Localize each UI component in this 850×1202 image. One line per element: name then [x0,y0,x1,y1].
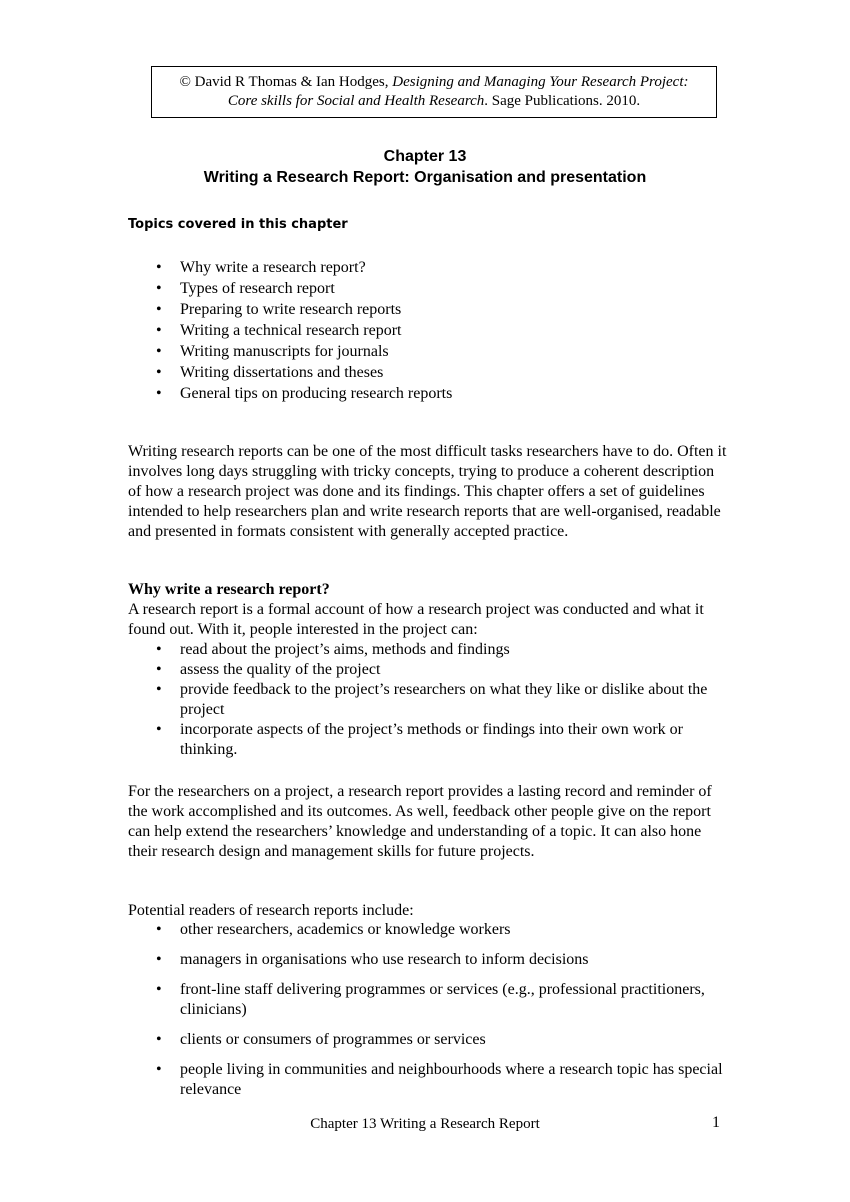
citation-book-title-line2: Core skills for Social and Health Research [227,93,485,109]
why-list [128,640,728,760]
chapter-number: Chapter 13 [383,148,467,165]
readers-lead: Potential readers of research reports include: [128,902,414,919]
footer-running-title: Chapter 13 Writing a Research Report [310,1116,540,1132]
topics-list [128,257,728,404]
researchers-paragraph: For the researchers on a project, a research report provides a lasting record and reminder of the work accomplished and its outcomes. As well, feedback other people give on the report can help extend the researchers’ knowledge and understanding of a topic. It can also hone their research design and management skills for future projects. [128,783,712,860]
citation-book-title-line1: Designing and Managing Your Research Project: [392,74,689,90]
citation-publisher: . Sage Publications. 2010. [484,93,641,109]
why-lead: A research report is a formal account of how a research project was conducted and what it found out. With it, people interested in the project can: [128,601,704,638]
list-item: • people living in communities and neighbourhoods where a research topic has special relevance [128,1060,728,1100]
citation-box [151,66,717,118]
chapter-title: Writing a Research Report: Organisation and presentation [203,169,647,186]
list-item: • Types of research report [128,278,728,299]
topics-heading: Topics covered in this chapter [128,217,348,232]
list-item: • Writing manuscripts for journals [128,341,728,362]
page-number: 1 [712,1114,720,1131]
list-item: • Writing dissertations and theses [128,362,728,383]
citation-authors: © David R Thomas & Ian Hodges, [179,74,393,90]
list-item: • Writing a technical research report [128,320,728,341]
chapter-heading [0,146,850,188]
list-item: • assess the quality of the project [128,660,728,680]
list-item: • incorporate aspects of the project’s methods or findings into their own work or thinking. [128,720,728,760]
list-item: • Preparing to write research reports [128,299,728,320]
readers-list [128,920,728,1110]
why-section [128,580,728,640]
list-item: • read about the project’s aims, methods and findings [128,640,728,660]
list-item: • other researchers, academics or knowledge workers [128,920,728,940]
list-item: • managers in organisations who use research to inform decisions [128,950,728,970]
list-item: • clients or consumers of programmes or services [128,1030,728,1050]
list-item: • General tips on producing research reports [128,383,728,404]
list-item: • front-line staff delivering programmes or services (e.g., professional practitioners, clinicians) [128,980,728,1020]
intro-paragraph: Writing research reports can be one of the most difficult tasks researchers have to do. Often it involves long days struggling with tricky concepts, trying to produce a coherent description of how a research project was done and its findings. This chapter offers a set of guidelines intended to help researchers plan and write research reports that are well-organised, readable and presented in formats consistent with generally accepted practice. [128,443,727,540]
list-item: • Why write a research report? [128,257,728,278]
list-item: • provide feedback to the project’s researchers on what they like or dislike about the project [128,680,728,720]
why-heading: Why write a research report? [128,581,330,598]
